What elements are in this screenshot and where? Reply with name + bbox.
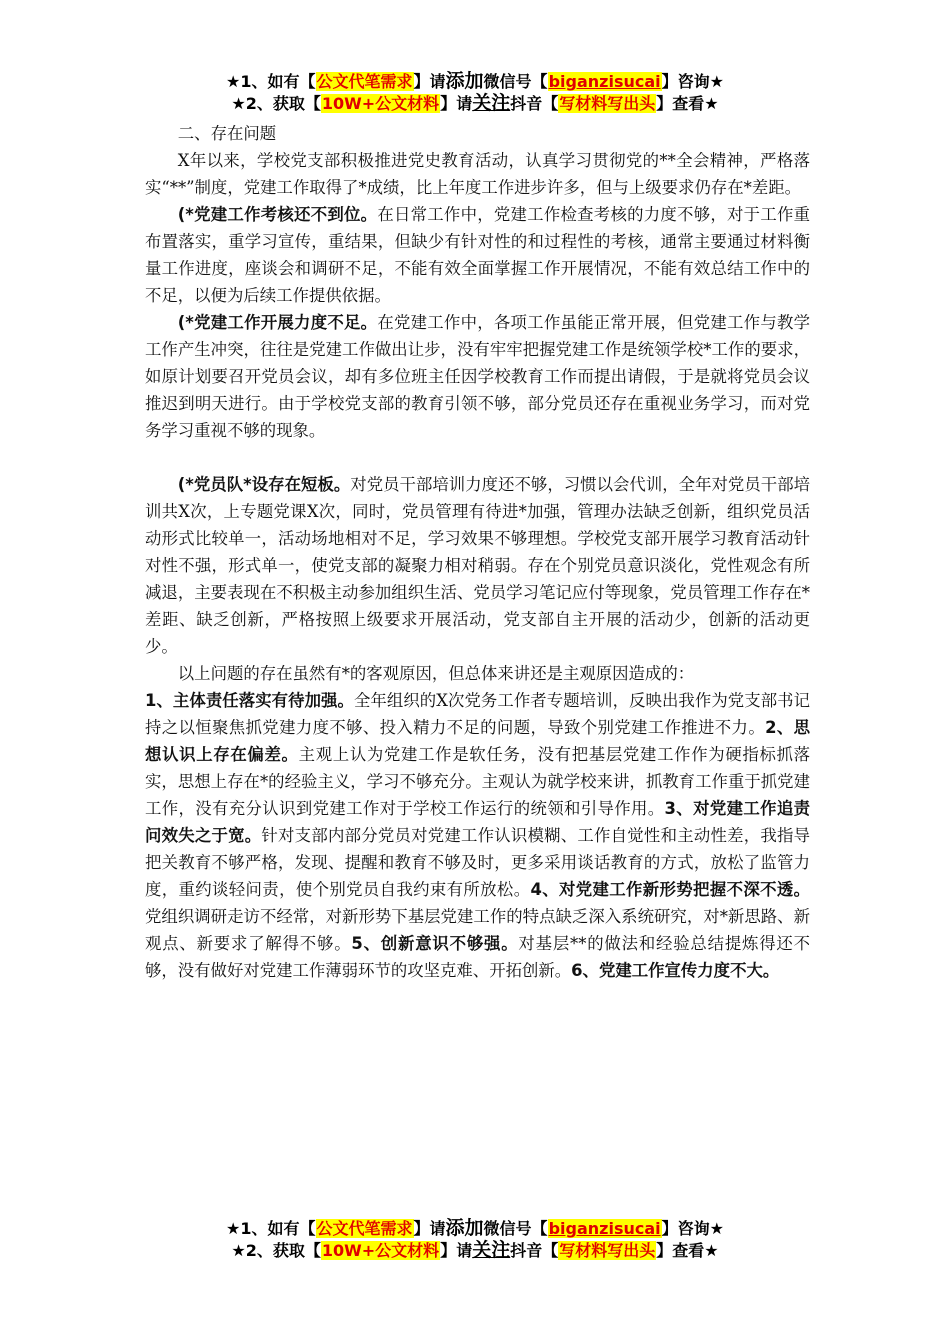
- reason-title-5: 5、创新意识不够强。: [351, 934, 519, 953]
- highlight-douyin: 写材料写出头: [559, 94, 656, 113]
- issue-title-1: (*党建工作考核还不到位。: [177, 205, 378, 224]
- banner-text: 】查看★: [656, 1241, 719, 1260]
- issue-body-3: 对党员干部培训力度还不够，习惯以会代训，全年对党员干部培训共X次，上专题党课X次，同时，党员管理有待进*加强，管理办法缺乏创新，组织党员活动形式比较单一，活动场地相对不足，学习效果不够理想。学校党支部开展学习教育活动针对性不强，形式单一，使党支部的凝聚力相对稍弱。存在个别党员意识淡化，党性观念有所减退，主要表现在不积极主动参加组织生活、党员学习笔记应付等现象，党员管理工作存在*差距、缺乏创新，严格按照上级要求开展活动，党支部自主开展的活动少，创新的活动更少。: [145, 475, 811, 656]
- banner-top: [0, 70, 950, 114]
- banner-text: 微信号【: [483, 1219, 548, 1238]
- banner-text: 抖音【: [510, 94, 559, 113]
- banner-text: ★1、如有【: [226, 72, 316, 91]
- banner-emphasis: 添加: [445, 70, 484, 92]
- reason-body-4: 党组织调研走访不经常，对新形势下基层党建工作的特点缺乏深入系统研究，对*新思路、新观点、新要求了解得不够。: [145, 907, 810, 953]
- banner-line-1: [0, 1217, 950, 1239]
- reason-body-5: 对基层**的做法和经验总结提炼得还不够，没有做好对党建工作薄弱环节的攻坚克难、开拓创新。: [145, 934, 811, 980]
- issue-body-1: 在日常工作中，党建工作检查考核的力度不够，对于工作重布置落实，重学习宣传，重结果，但缺少有针对性的和过程性的考核，通常主要通过材料衡量工作进度，座谈会和调研不足，不能有效全面掌握工作开展情况，不能有效总结工作中的不足，以便为后续工作提供依据。: [145, 205, 811, 305]
- banner-text: ★2、获取【: [231, 1241, 321, 1260]
- banner-text: ★1、如有【: [226, 1219, 316, 1238]
- banner-text: 】请: [413, 1219, 446, 1238]
- highlight-wechat-id: biganzisucai: [548, 1219, 661, 1238]
- issue-paragraph-2: [145, 309, 810, 444]
- banner-emphasis: 关注: [472, 92, 511, 114]
- banner-text: ★2、获取【: [231, 94, 321, 113]
- highlight-materials: 10W+公文材料: [321, 1241, 440, 1260]
- reason-body-2: 主观上认为党建工作是软任务，没有把基层党建工作作为硬指标抓落实，思想上存在*的经验主义，学习不够充分。主观认为就学校来讲，抓教育工作重于抓党建工作，没有充分认识到党建工作对于学校工作运行的统领和引导作用。: [145, 745, 811, 818]
- issue-title-2: (*党建工作开展力度不足。: [177, 313, 378, 332]
- banner-text: 】请: [440, 94, 473, 113]
- banner-line-2: [0, 1239, 950, 1261]
- reason-title-2: 2、思想认识上存在偏差。: [145, 718, 811, 764]
- reason-title-3: 3、对党建工作追责问效失之于宽。: [145, 799, 811, 845]
- banner-line-2: [0, 92, 950, 114]
- paragraph-gap: [145, 444, 810, 471]
- banner-text: 】咨询★: [661, 1219, 724, 1238]
- reason-title-6: 6、党建工作宣传力度不大。: [571, 961, 780, 980]
- highlight-douyin: 写材料写出头: [559, 1241, 656, 1260]
- issue-title-3: (*党员队*设存在短板。: [177, 475, 351, 494]
- section-heading: 二、存在问题: [177, 124, 277, 143]
- reason-title-1: 1、主体责任落实有待加强。: [145, 691, 354, 710]
- highlight-service: 公文代笔需求: [316, 72, 413, 91]
- highlight-materials: 10W+公文材料: [321, 94, 440, 113]
- banner-bottom: [0, 1217, 950, 1261]
- intro-paragraph: X年以来，学校党支部积极推进党史教育活动，认真学习贯彻党的**全会精神，严格落实“**”制度，党建工作取得了*成绩，比上年度工作进步许多，但与上级要求仍存在*差距。: [145, 151, 810, 197]
- reason-body-3: 针对支部内部分党员对党建工作认识模糊、工作自觉性和主动性差，我指导把关教育不够严格，发现、提醒和教育不够及时，更多采用谈话教育的方式，放松了监管力度，重约谈轻问责，使个别党员自我约束有所放松。: [145, 826, 811, 899]
- reason-title-4: 4、对党建工作新形势把握不深不透。: [530, 880, 810, 899]
- banner-text: 微信号【: [483, 72, 548, 91]
- issue-paragraph-1: [145, 201, 810, 309]
- highlight-service: 公文代笔需求: [316, 1219, 413, 1238]
- banner-text: 】请: [440, 1241, 473, 1260]
- document-body: [145, 120, 810, 984]
- issue-paragraph-3: [145, 471, 810, 660]
- banner-text: 抖音【: [510, 1241, 559, 1260]
- reasons-paragraph: [145, 687, 810, 984]
- banner-emphasis: 添加: [445, 1217, 484, 1239]
- banner-line-1: [0, 70, 950, 92]
- reason-body-1: 全年组织的X次党务工作者专题培训，反映出我作为党支部书记持之以恒聚焦抓党建力度不够、投入精力不足的问题，导致个别党建工作推进不力。: [145, 691, 810, 737]
- banner-text: 】咨询★: [661, 72, 724, 91]
- banner-emphasis: 关注: [472, 1239, 511, 1261]
- reasons-intro: 以上问题的存在虽然有*的客观原因，但总体来讲还是主观原因造成的：: [177, 664, 695, 683]
- issue-body-2: 在党建工作中，各项工作虽能正常开展，但党建工作与教学工作产生冲突，往往是党建工作做出让步，没有牢牢把握党建工作是统领学校*工作的要求，如原计划要召开党员会议，却有多位班主任因学校教育工作而提出请假，于是就将党员会议推迟到明天进行。由于学校党支部的教育引领不够，部分党员还存在重视业务学习，而对党务学习重视不够的现象。: [145, 313, 811, 440]
- banner-text: 】请: [413, 72, 446, 91]
- banner-text: 】查看★: [656, 94, 719, 113]
- highlight-wechat-id: biganzisucai: [548, 72, 661, 91]
